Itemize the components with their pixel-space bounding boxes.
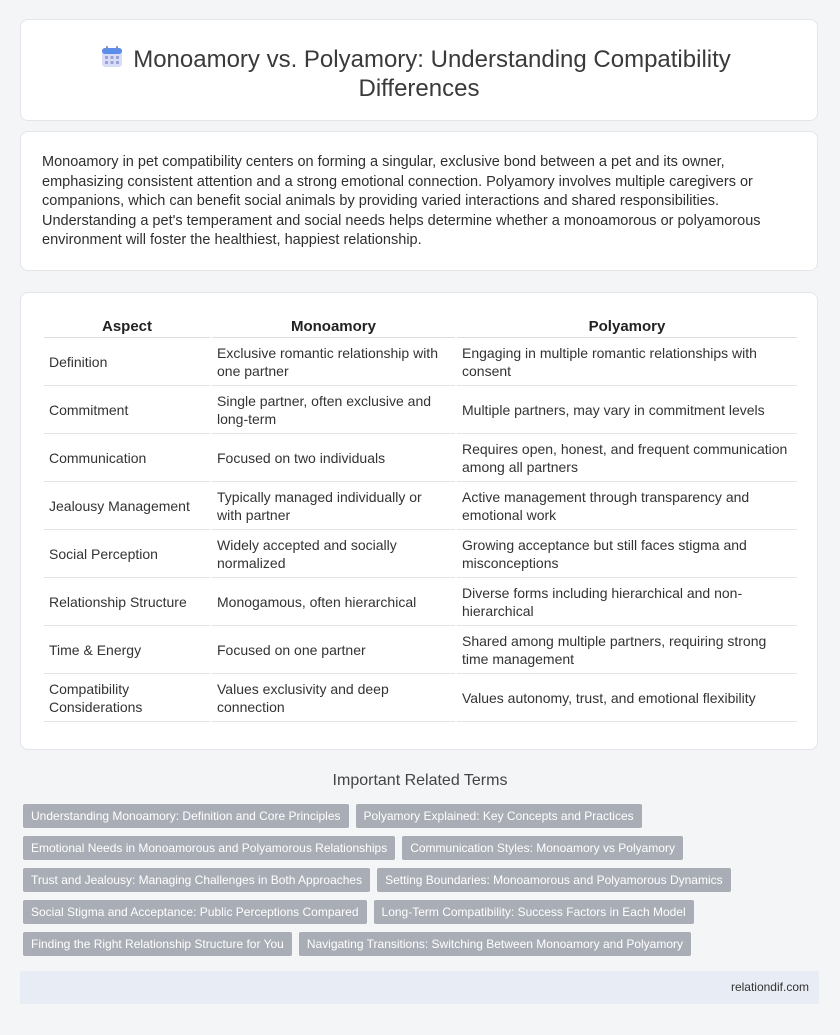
related-terms-list	[23, 804, 803, 964]
header-card	[20, 19, 818, 121]
table-cell: Diverse forms including hierarchical and non-hierarchical	[457, 578, 797, 626]
table-row	[44, 386, 797, 434]
table-row	[44, 482, 797, 530]
related-term-link[interactable]: Setting Boundaries: Monoamorous and Polyamorous Dynamics	[377, 868, 731, 892]
table-cell: Commitment	[44, 386, 210, 434]
comparison-table	[42, 314, 799, 722]
table-cell: Single partner, often exclusive and long-term	[212, 386, 455, 434]
related-term-link[interactable]: Emotional Needs in Monoamorous and Polyamorous Relationships	[23, 836, 395, 860]
table-cell: Requires open, honest, and frequent communication among all partners	[457, 434, 797, 482]
table-cell: Compatibility Considerations	[44, 674, 210, 722]
related-term-link[interactable]: Polyamory Explained: Key Concepts and Practices	[356, 804, 642, 828]
table-row	[44, 338, 797, 386]
footer	[20, 971, 819, 1004]
intro-paragraph: Monoamory in pet compatibility centers on forming a singular, exclusive bond between a pet and its owner, emphasizing consistent attention and a strong emotional connection. Polyamory involves multiple caregivers or companions, which can benefit social animals by providing varied interactions and shared responsibilities. Understanding a pet's temperament and social needs helps determine whether a monoamorous or polyamorous environment will foster the healthiest, happiest relationship.	[42, 154, 761, 248]
table-cell: Typically managed individually or with partner	[212, 482, 455, 530]
table-cell: Communication	[44, 434, 210, 482]
related-term-link[interactable]: Navigating Transitions: Switching Between Monoamory and Polyamory	[299, 932, 691, 956]
related-term-link[interactable]: Social Stigma and Acceptance: Public Perceptions Compared	[23, 900, 367, 924]
related-terms-title: Important Related Terms	[332, 772, 508, 789]
column-header-aspect: Aspect	[44, 314, 210, 338]
table-row	[44, 578, 797, 626]
table-cell: Active management through transparency and emotional work	[457, 482, 797, 530]
related-term-link[interactable]: Communication Styles: Monoamory vs Polyamory	[402, 836, 683, 860]
related-term-link[interactable]: Long-Term Compatibility: Success Factors in Each Model	[374, 900, 694, 924]
table-cell: Time & Energy	[44, 626, 210, 674]
table-row	[44, 626, 797, 674]
table-row	[44, 434, 797, 482]
table-cell: Growing acceptance but still faces stigma and misconceptions	[457, 530, 797, 578]
table-header-row	[44, 314, 797, 338]
table-cell: Focused on one partner	[212, 626, 455, 674]
column-header-polyamory: Polyamory	[457, 314, 797, 338]
column-header-monoamory: Monoamory	[212, 314, 455, 338]
related-term-link[interactable]: Finding the Right Relationship Structure for You	[23, 932, 292, 956]
table-cell: Values autonomy, trust, and emotional flexibility	[457, 674, 797, 722]
table-cell: Shared among multiple partners, requiring strong time management	[457, 626, 797, 674]
table-cell: Definition	[44, 338, 210, 386]
table-cell: Social Perception	[44, 530, 210, 578]
page-title: Monoamory vs. Polyamory: Understanding Compatibility Differences	[133, 46, 731, 102]
related-term-link[interactable]: Trust and Jealousy: Managing Challenges in Both Approaches	[23, 868, 370, 892]
table-cell: Multiple partners, may vary in commitment levels	[457, 386, 797, 434]
comparison-card	[20, 292, 818, 750]
table-cell: Exclusive romantic relationship with one partner	[212, 338, 455, 386]
table-cell: Focused on two individuals	[212, 434, 455, 482]
footer-site-link[interactable]: relationdif.com	[730, 980, 809, 994]
table-cell: Jealousy Management	[44, 482, 210, 530]
table-row	[44, 674, 797, 722]
intro-card	[20, 131, 818, 271]
table-cell: Monogamous, often hierarchical	[212, 578, 455, 626]
table-cell: Values exclusivity and deep connection	[212, 674, 455, 722]
table-row	[44, 530, 797, 578]
table-cell: Widely accepted and socially normalized	[212, 530, 455, 578]
related-term-link[interactable]: Understanding Monoamory: Definition and Core Principles	[23, 804, 349, 828]
table-cell: Engaging in multiple romantic relationships with consent	[457, 338, 797, 386]
table-cell: Relationship Structure	[44, 578, 210, 626]
